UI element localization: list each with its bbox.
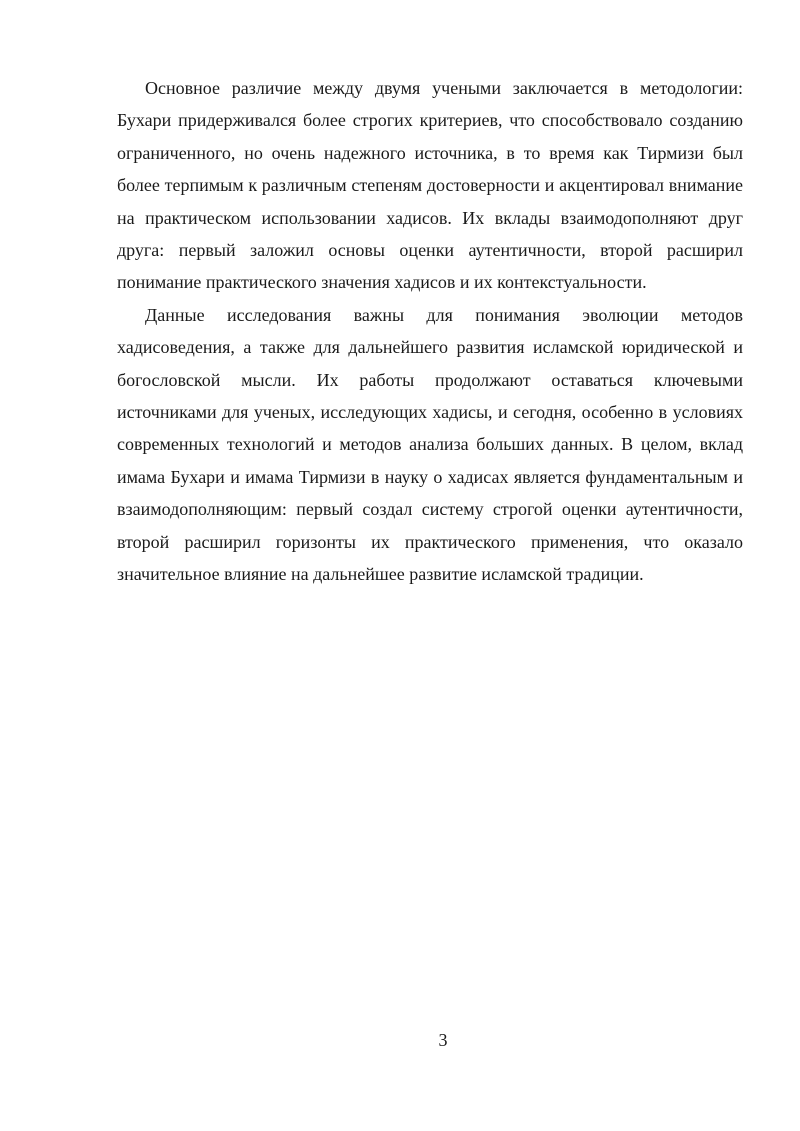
page-number: 3 — [438, 1030, 448, 1050]
body-text — [117, 72, 743, 591]
paragraph-1: Основное различие между двумя учеными заключается в методологии: Бухари придерживался более строгих критериев, что способствовало созданию ограниченного, но очень надежного источника, в то время как Тирмизи был более терпимым к различным степеням достоверности и акцентировал внимание на практическом использовании хадисов. Их вклады взаимодополняют друг друга: первый заложил основы оценки аутентичности, второй расширил понимание практического значения хадисов и их контекстуальности. — [117, 78, 743, 293]
paragraph-2: Данные исследования важны для понимания эволюции методов хадисоведения, а также для дальнейшего развития исламской юридической и богословской мысли. Их работы продолжают оставаться ключевыми источниками для ученых, исследующих хадисы, и сегодня, особенно в условиях современных технологий и методов анализа больших данных. В целом, вклад имама Бухари и имама Тирмизи в науку о хадисах является фундаментальным и взаимодополняющим: первый создал систему строгой оценки аутентичности, второй расширил горизонты их практического применения, что оказало значительное влияние на дальнейшее развитие исламской традиции. — [117, 304, 743, 585]
